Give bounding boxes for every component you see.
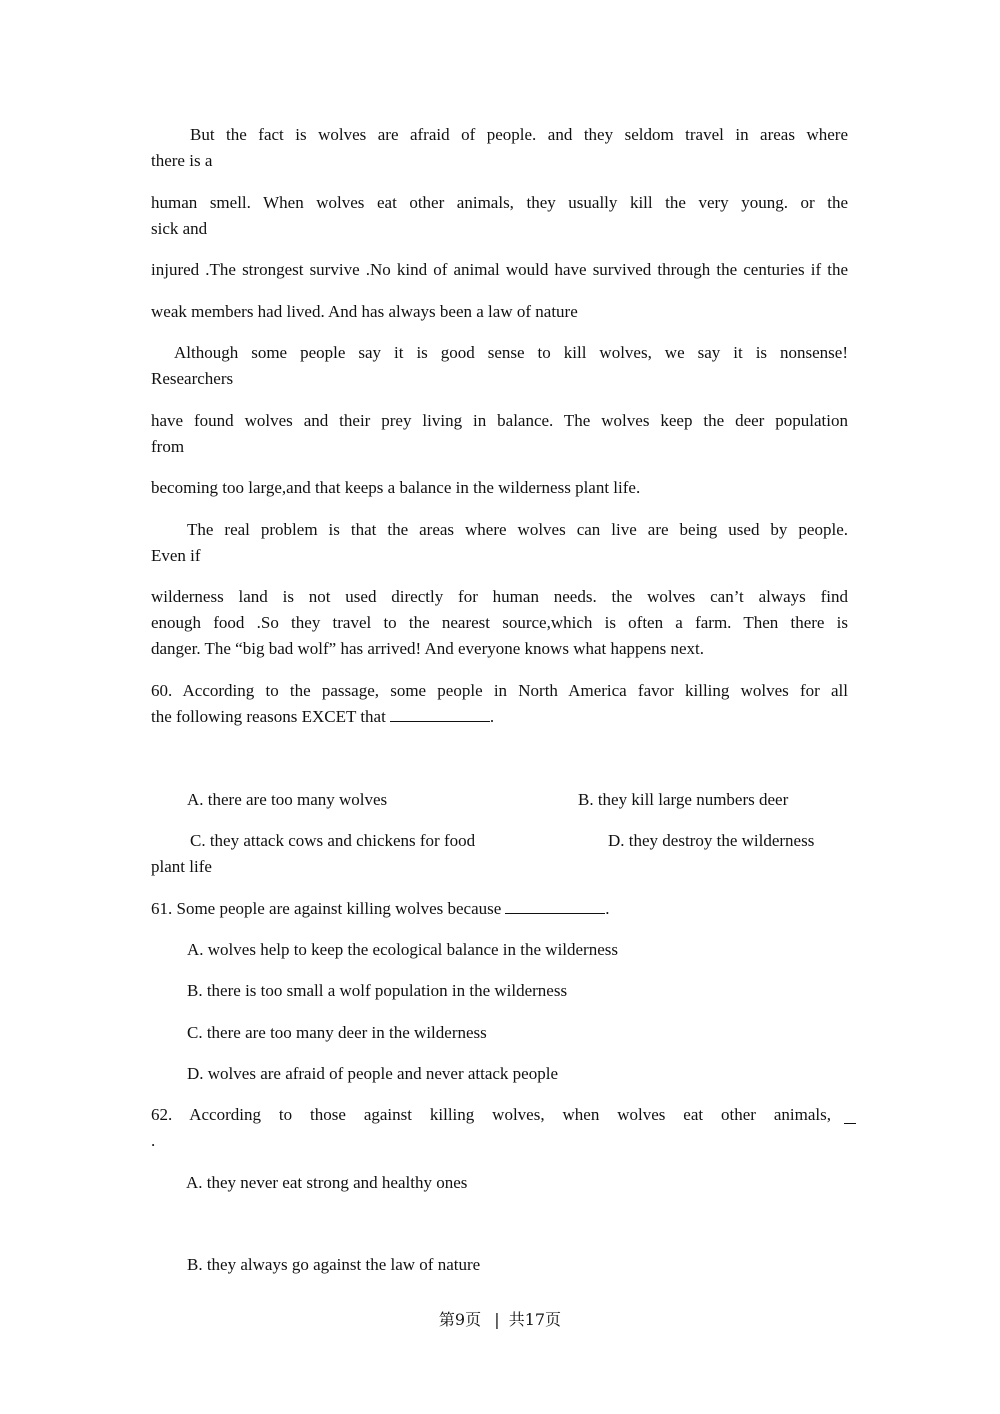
page-number: 第9页 [438,1310,482,1329]
passage-line: Although some people say it is good sense to kill wolves, we say it is nonsense! [174,343,848,362]
passage-line: enough food .So they travel to the nearest source,which is often a farm. Then there is [151,613,848,632]
question-62-option-b: B. they always go against the law of nature [187,1255,481,1274]
passage-line: weak members had lived. And has always been a law of nature [151,302,578,321]
question-60-option-d-cont: plant life [151,857,212,876]
question-61-option-d: D. wolves are afraid of people and never attack people [187,1064,558,1083]
passage-line: danger. The “big bad wolf” has arrived! And everyone knows what happens next. [151,639,704,658]
passage-line: But the fact is wolves are afraid of people. and they seldom travel in areas where [190,125,848,144]
passage-line: sick and [151,219,208,238]
passage-line: wilderness land is not used directly for human needs. the wolves can’t always find [151,587,848,606]
question-61-option-b: B. there is too small a wolf population in the wilderness [187,981,568,1000]
passage-line: Researchers [151,369,234,388]
passage-line: becoming too large,and that keeps a balance in the wilderness plant life. [151,478,641,497]
question-60-option-b: B. they kill large numbers deer [578,790,789,809]
question-62-stem-end: . [151,1131,156,1150]
passage-line: from [151,437,185,456]
question-60-option-c: C. they attack cows and chickens for food [190,831,476,850]
question-60-option-d: D. they destroy the wilderness [608,831,815,850]
passage-line: The real problem is that the areas where wolves can live are being used by people. [187,520,848,539]
question-60-option-a: A. there are too many wolves [187,790,388,809]
passage-line: Even if [151,546,201,565]
question-61-option-a: A. wolves help to keep the ecological balance in the wilderness [187,940,618,959]
question-62-option-a: A. they never eat strong and healthy ones [186,1173,468,1192]
passage-line: injured .The strongest survive .No kind of animal would have survived through the centuries if the [151,260,848,279]
question-60-stem-cont: the following reasons EXCET that . [151,707,495,726]
question-61-stem: 61. Some people are against killing wolves because . [151,899,610,918]
answer-blank [505,897,605,914]
passage-line: there is a [151,151,213,170]
question-62-stem: 62. According to those against killing wolves, when wolves eat other animals, [151,1105,831,1124]
passage-line: human smell. When wolves eat other animals, they usually kill the very young. or the [151,193,848,212]
page-footer [0,1308,1000,1332]
page-total: 共17页 [508,1310,562,1329]
question-61-option-c: C. there are too many deer in the wilderness [187,1023,487,1042]
answer-blank [844,1107,856,1124]
answer-blank [390,705,490,722]
question-60-stem: 60. According to the passage, some people in North America favor killing wolves for all [151,681,848,700]
page-separator: | [494,1310,500,1329]
passage-line: have found wolves and their prey living in balance. The wolves keep the deer population [151,411,848,430]
